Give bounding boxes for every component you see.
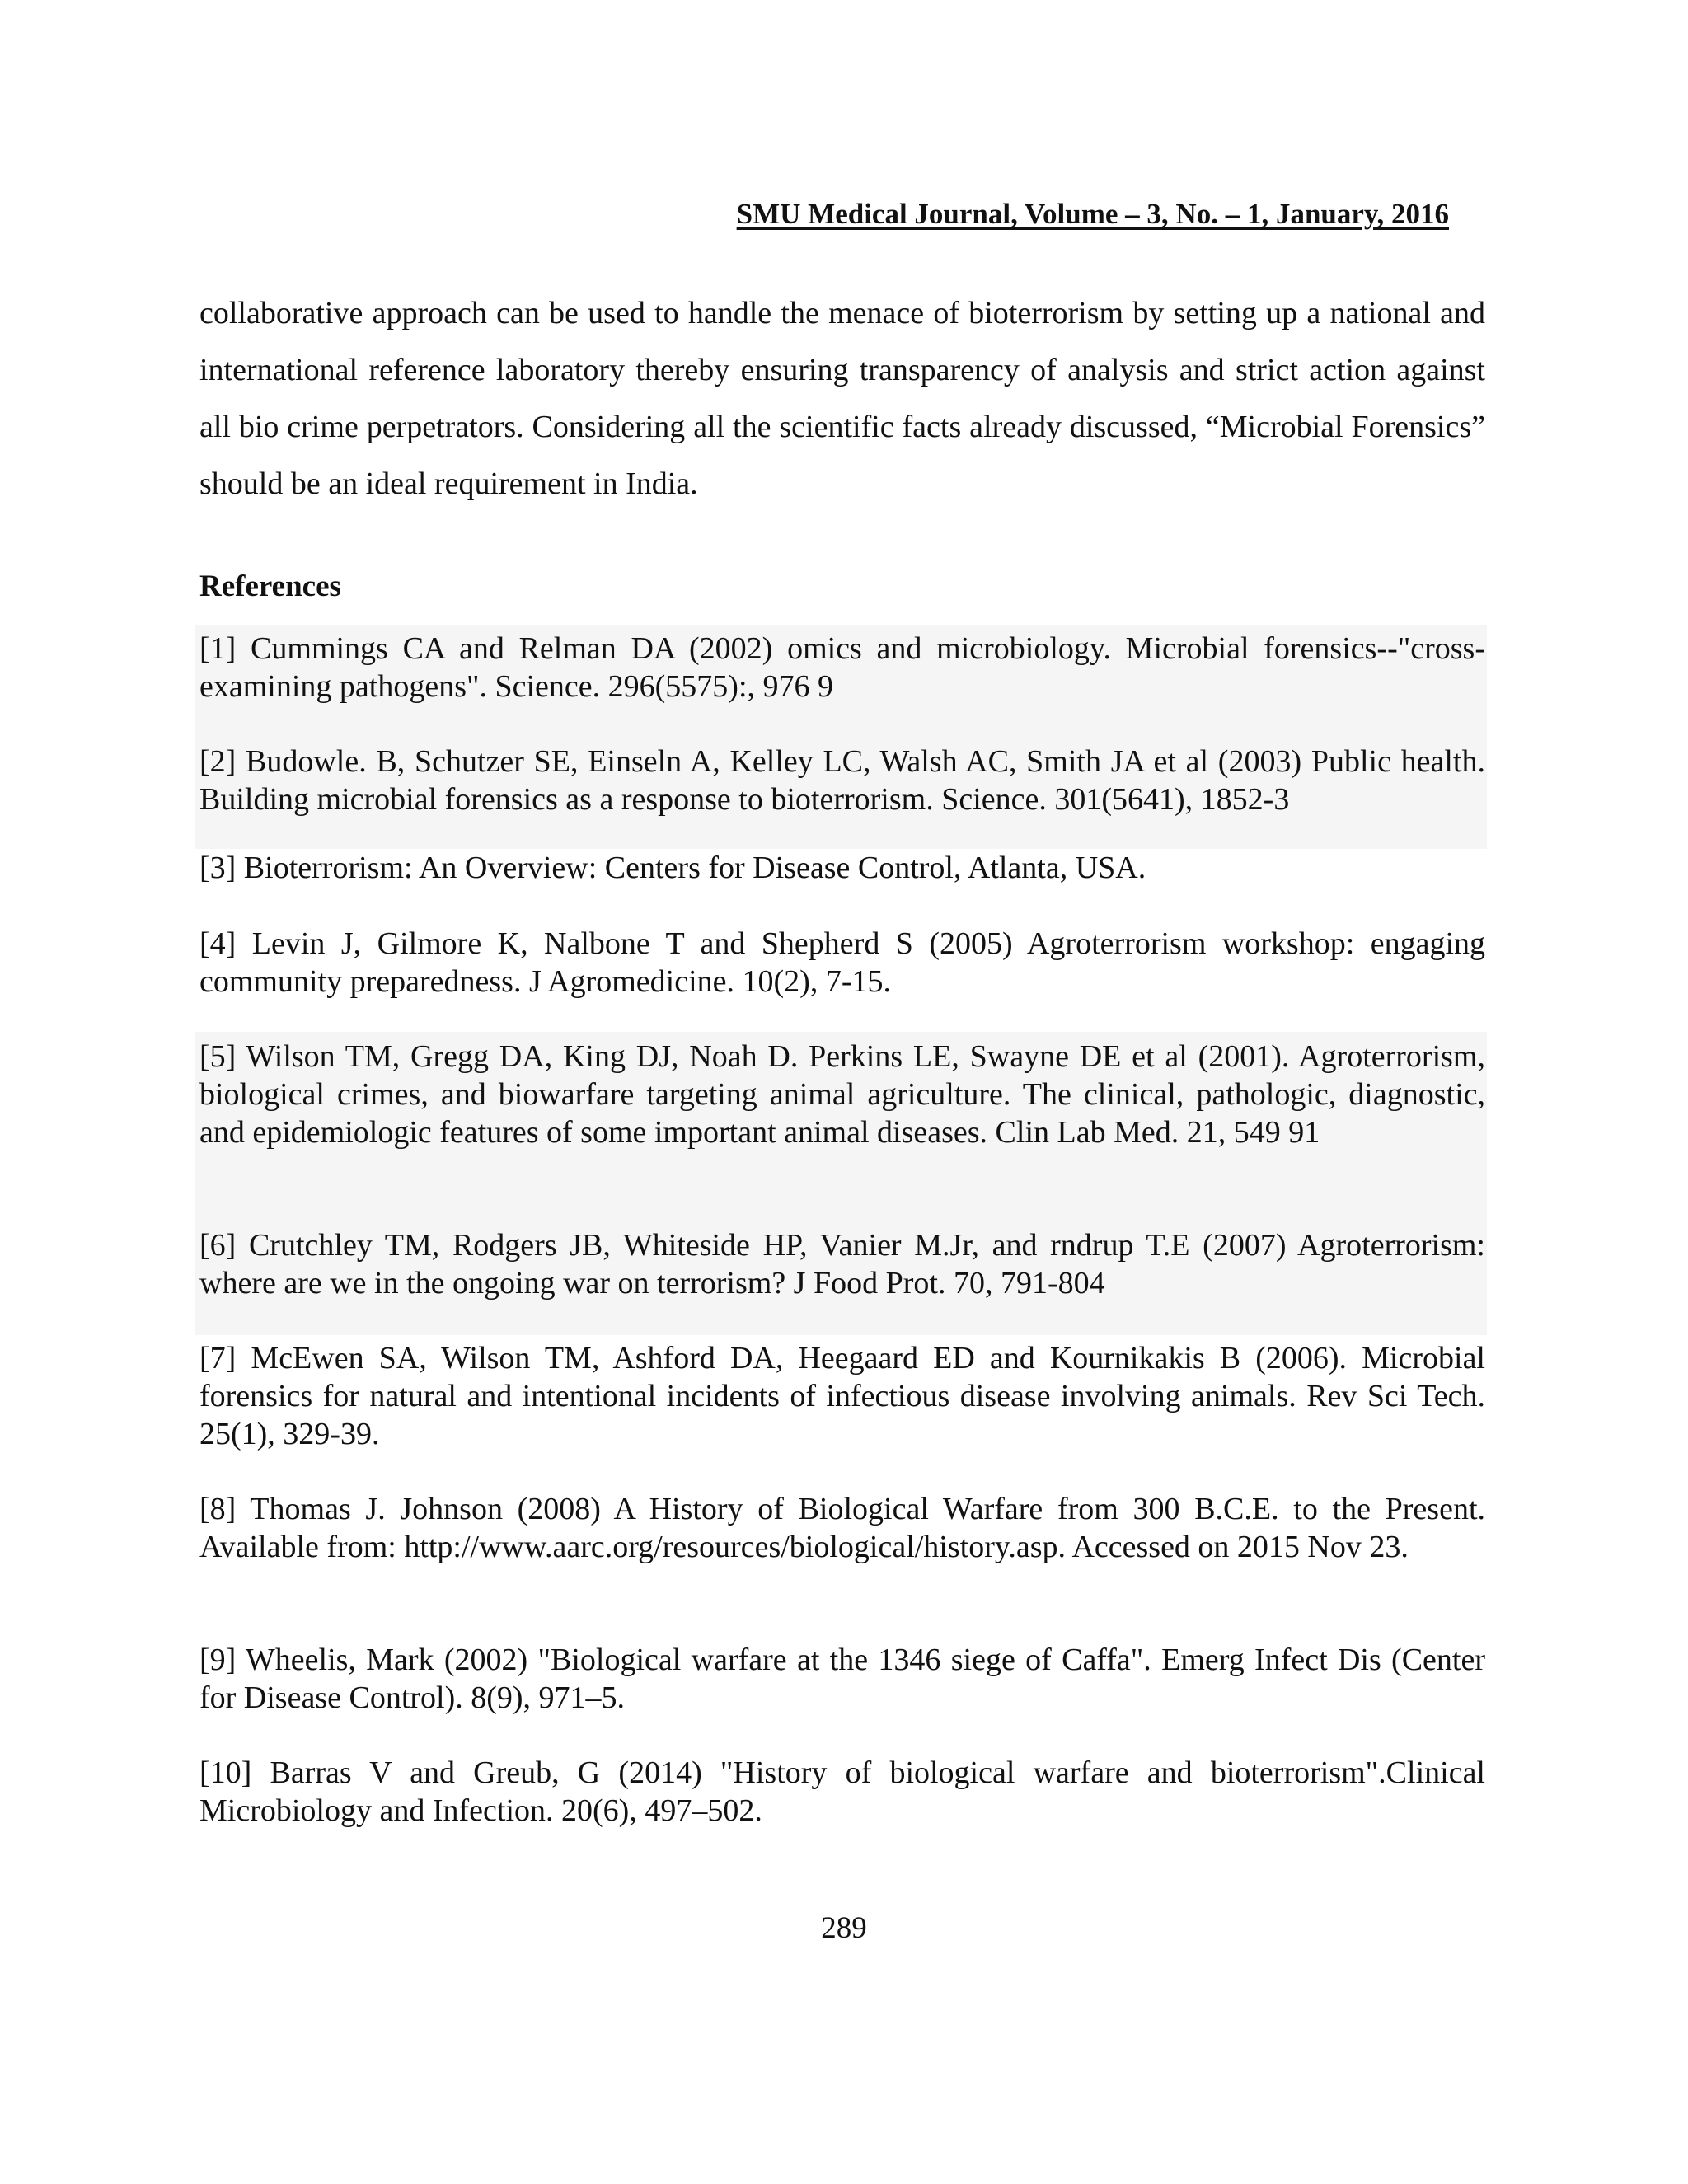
reference-item-9: [9] Wheelis, Mark (2002) "Biological warfare at the 1346 siege of Caffa". Emerg Infect Dis (Center for Disease Control). 8(9), 971–5. <box>199 1643 1485 1715</box>
journal-header: SMU Medical Journal, Volume – 3, No. – 1, January, 2016 <box>736 198 1449 230</box>
page-number: 289 <box>821 1911 867 1945</box>
reference-item-6: [6] Crutchley TM, Rodgers JB, Whiteside HP, Vanier M.Jr, and rndrup T.E (2007) Agroterrorism: where are we in the ongoing war on terrorism? J Food Prot. 70, 791-804 <box>199 1228 1485 1301</box>
reference-item-8: [8] Thomas J. Johnson (2008) A History of Biological Warfare from 300 B.C.E. to the Present. Available from: http://www.aarc.org/resources/biological/history.asp. Accessed on 2015 Nov 23. <box>199 1492 1485 1564</box>
reference-item-5: [5] Wilson TM, Gregg DA, King DJ, Noah D. Perkins LE, Swayne DE et al (2001). Agroterrorism, biological crimes, and biowarfare targeting animal agriculture. The clinical, pathologic, diagnostic, and epidemiologic features of some important animal diseases. Clin Lab Med. 21, 549 91 <box>199 1039 1485 1150</box>
reference-item-3: [3] Bioterrorism: An Overview: Centers for Disease Control, Atlanta, USA. <box>199 851 1146 885</box>
reference-item-1: [1] Cummings CA and Relman DA (2002) omics and microbiology. Microbial forensics--"cross-examining pathogens". Science. 296(5575):, 976 9 <box>199 631 1485 704</box>
closing-paragraph: collaborative approach can be used to handle the menace of bioterrorism by setting up a national and international reference laboratory thereby ensuring transparency of analysis and strict action against all bio crime perpetrators. Considering all the scientific facts already discussed, “Microbial Forensics” should be an ideal requirement in India. <box>199 296 1485 501</box>
reference-item-4: [4] Levin J, Gilmore K, Nalbone T and Shepherd S (2005) Agroterrorism workshop: engaging community preparedness. J Agromedicine. 10(2), 7-15. <box>199 926 1485 999</box>
reference-item-7: [7] McEwen SA, Wilson TM, Ashford DA, Heegaard ED and Kournikakis B (2006). Microbial forensics for natural and intentional incidents of infectious disease involving animals. Rev Sci Tech. 25(1), 329-39. <box>199 1341 1485 1451</box>
reference-item-2: [2] Budowle. B, Schutzer SE, Einseln A, Kelley LC, Walsh AC, Smith JA et al (2003) Public health. Building microbial forensics as a response to bioterrorism. Science. 301(5641), 1852-3 <box>199 744 1485 817</box>
references-heading: References <box>199 569 341 603</box>
reference-item-10: [10] Barras V and Greub, G (2014) "History of biological warfare and bioterrorism".Clinical Microbiology and Infection. 20(6), 497–502. <box>199 1755 1485 1828</box>
